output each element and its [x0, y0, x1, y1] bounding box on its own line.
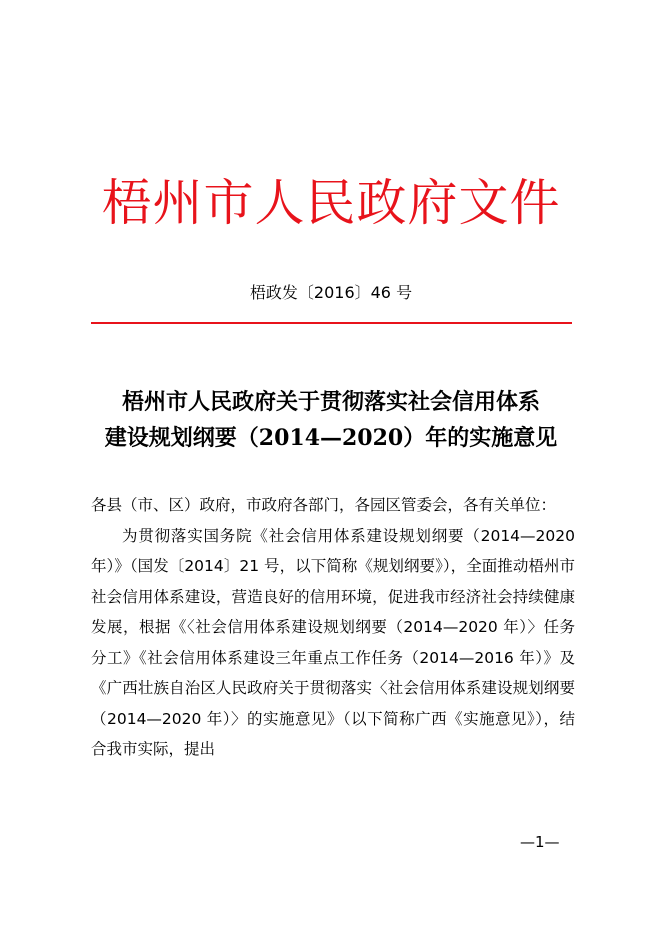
- document-body: [91, 490, 575, 765]
- red-separator-line: [91, 322, 572, 324]
- document-number: 梧政发〔2016〕46 号: [249, 283, 413, 302]
- document-title: [60, 384, 602, 456]
- page-number: —1—: [520, 833, 560, 851]
- salutation: 各县（市、区）政府，市政府各部门，各园区管委会，各有关单位：: [91, 496, 557, 514]
- document-title-line-1: 梧州市人民政府关于贯彻落实社会信用体系: [121, 389, 540, 415]
- issuing-authority-header: 梧州市人民政府文件: [101, 174, 561, 232]
- body-paragraph: 为贯彻落实国务院《社会信用体系建设规划纲要（2014—2020 年）》（国发〔2014〕21 号，以下简称《规划纲要》），全面推动梧州市社会信用体系建设，营造良好的信用环境，促进我市经济社会持续健康发展，根据《〈社会信用体系建设规划纲要（2014—2020 年）〉任务分工》《社会信用体系建设三年重点工作任务（2014—2016 年）》及《广西壮族自治区人民政府关于贯彻落实〈社会信用体系建设规划纲要（2014—2020 年）〉的实施意见》（以下简称广西《实施意见》），结合我市实际，提出: [91, 526, 575, 758]
- document-title-line-2: 建设规划纲要（2014—2020）年的实施意见: [104, 425, 558, 451]
